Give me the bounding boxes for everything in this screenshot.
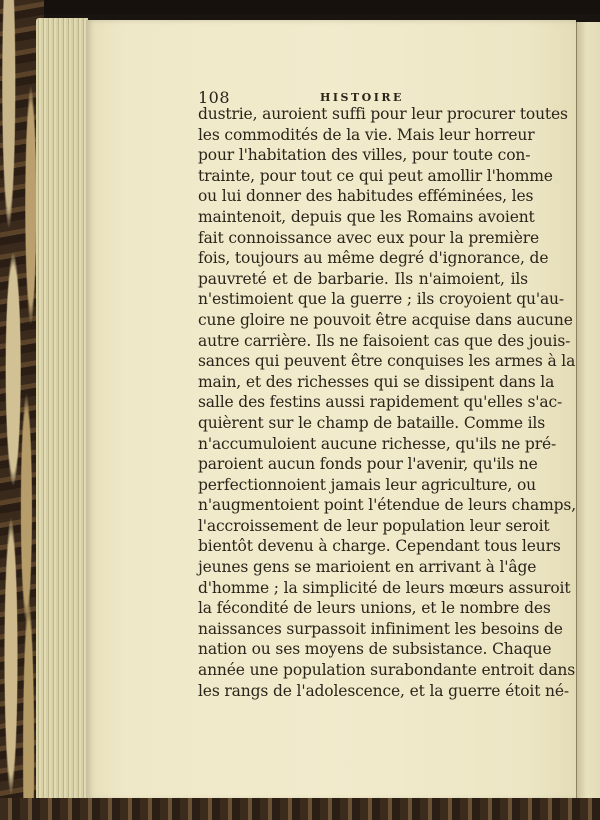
text-line: n'accumuloient aucune richesse, qu'ils ne pré- (198, 434, 557, 453)
text-line: année une population surabondante entroit dans (198, 661, 576, 680)
cover-top-edge (0, 0, 600, 14)
text-line: sances qui peuvent être conquises les armes à la (198, 352, 576, 371)
text-line: cune gloire ne pouvoit être acquise dans aucune (198, 310, 573, 329)
body-text (198, 104, 576, 701)
text-line: quièrent sur le champ de bataille. Comme ils (198, 413, 546, 432)
text-line: naissances surpassoit infiniment les besoins de (198, 619, 563, 638)
facing-page-edge (576, 22, 600, 800)
text-line: les rangs de l'adolescence, et la guerre étoit né- (198, 681, 570, 700)
text-line: perfectionnoient jamais leur agriculture, ou (198, 475, 536, 494)
cover-bottom-edge (0, 798, 600, 820)
text-line: paroient aucun fonds pour l'avenir, qu'ils ne (198, 455, 538, 474)
text-line: les commodités de la vie. Mais leur horreur (198, 125, 535, 144)
text-line: fait connoissance avec eux pour la première (198, 228, 540, 247)
text-line: n'augmentoient point l'étendue de leurs champs, (198, 496, 576, 515)
text-line: trainte, pour tout ce qui peut amollir l'homme (198, 166, 553, 185)
text-line: nation ou ses moyens de subsistance. Chaque (198, 640, 552, 659)
text-line: la fécondité de leurs unions, et le nombre des (198, 599, 551, 618)
text-line: fois, toujours au même degré d'ignorance, de (198, 249, 549, 268)
page-number: 108 (198, 88, 231, 107)
text-line: salle des festins aussi rapidement qu'elles s'ac- (198, 393, 563, 412)
text-line: jeunes gens se marioient en arrivant à l'âge (198, 558, 537, 577)
text-line: pour l'habitation des villes, pour toute con- (198, 146, 531, 165)
text-line: dustrie, auroient suffi pour leur procurer toutes (198, 105, 568, 123)
running-title: HISTOIRE (320, 91, 404, 104)
text-line: d'homme ; la simplicité de leurs mœurs assuroit (198, 578, 571, 597)
text-line: ou lui donner des habitudes efféminées, les (198, 187, 534, 206)
page-edges (36, 18, 88, 804)
text-line: main, et des richesses qui se dissipent dans la (198, 372, 555, 391)
text-line: pauvreté et de barbarie. Ils n'aimoient, ils (198, 269, 528, 288)
text-line: autre carrière. Ils ne faisoient cas que des jouis- (198, 331, 571, 350)
text-line: n'estimoient que la guerre ; ils croyoient qu'au- (198, 290, 564, 309)
text-line: bientôt devenu à charge. Cependant tous leurs (198, 537, 561, 556)
text-line: maintenoit, depuis que les Romains avoient (198, 207, 535, 226)
text-line: l'accroissement de leur population leur seroit (198, 516, 550, 535)
